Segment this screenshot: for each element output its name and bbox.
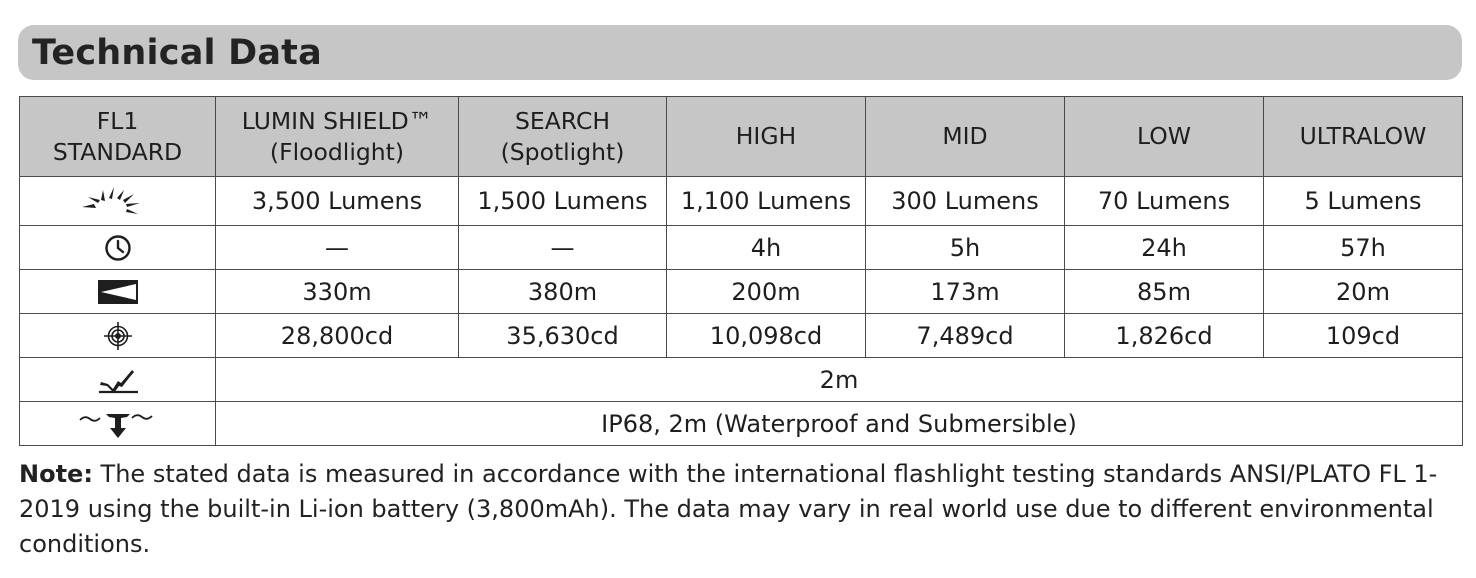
header-search [459,97,667,177]
runtime-icon-cell [20,226,216,270]
section-title-bar [18,25,1462,80]
header-mid: MID [866,97,1065,177]
low-runtime: 24h [1065,226,1264,270]
runtime-clock-icon [103,233,133,263]
search-runtime: — [459,226,667,270]
impact-resistance-icon-cell [20,358,216,402]
table-row [20,402,1463,446]
header-high: HIGH [667,97,866,177]
low-lumens: 70 Lumens [1065,177,1264,226]
table-row [20,314,1463,358]
note-paragraph [19,457,1459,562]
ultralow-runtime: 57h [1264,226,1463,270]
table-row [20,358,1463,402]
peak-intensity-icon-cell [20,314,216,358]
header-standard [20,97,216,177]
light-output-icon-cell [20,177,216,226]
note-text: The stated data is measured in accordance with the international flashlight testing standards ANSI/PLATO FL 1-2019 using the built-in Li-ion battery (3,800mAh). The data may vary in real world use due to different environmental conditions. [19,460,1438,558]
table-row [20,177,1463,226]
note-label: Note: [19,460,93,488]
mid-beam-distance: 173m [866,270,1065,314]
search-intensity: 35,630cd [459,314,667,358]
header-lumin-shield-line-2: (Floodlight) [269,137,405,166]
beam-distance-icon-cell [20,270,216,314]
section-title: Technical Data [32,32,322,73]
header-low: LOW [1065,97,1264,177]
high-runtime: 4h [667,226,866,270]
high-lumens: 1,100 Lumens [667,177,866,226]
header-search-line-2: (Spotlight) [500,137,625,166]
header-lumin-shield [216,97,459,177]
ultralow-intensity: 109cd [1264,314,1463,358]
impact-resistance-icon [96,365,140,395]
water-resistance-value: IP68, 2m (Waterproof and Submersible) [216,402,1463,446]
lumin-shield-intensity: 28,800cd [216,314,459,358]
water-resistance-icon [78,408,158,440]
low-intensity: 1,826cd [1065,314,1264,358]
water-resistance-icon-cell [20,402,216,446]
impact-resistance-value: 2m [216,358,1463,402]
high-beam-distance: 200m [667,270,866,314]
mid-intensity: 7,489cd [866,314,1065,358]
mid-lumens: 300 Lumens [866,177,1065,226]
header-search-line-1: SEARCH [514,106,611,135]
table-header-row [20,97,1463,177]
light-output-icon [78,184,158,218]
low-beam-distance: 85m [1065,270,1264,314]
table-row [20,226,1463,270]
peak-intensity-icon [102,320,134,352]
table-row [20,270,1463,314]
lumin-shield-runtime: — [216,226,459,270]
lumin-shield-beam-distance: 330m [216,270,459,314]
mid-runtime: 5h [866,226,1065,270]
search-lumens: 1,500 Lumens [459,177,667,226]
technical-data-table [19,96,1463,446]
beam-distance-icon [96,278,140,306]
header-ultralow: ULTRALOW [1264,97,1463,177]
header-lumin-shield-line-1: LUMIN SHIELD™ [241,106,433,135]
search-beam-distance: 380m [459,270,667,314]
ultralow-lumens: 5 Lumens [1264,177,1463,226]
lumin-shield-lumens: 3,500 Lumens [216,177,459,226]
header-standard-line-1: FL1 [96,106,139,135]
high-intensity: 10,098cd [667,314,866,358]
header-standard-line-2: STANDARD [52,137,183,166]
ultralow-beam-distance: 20m [1264,270,1463,314]
